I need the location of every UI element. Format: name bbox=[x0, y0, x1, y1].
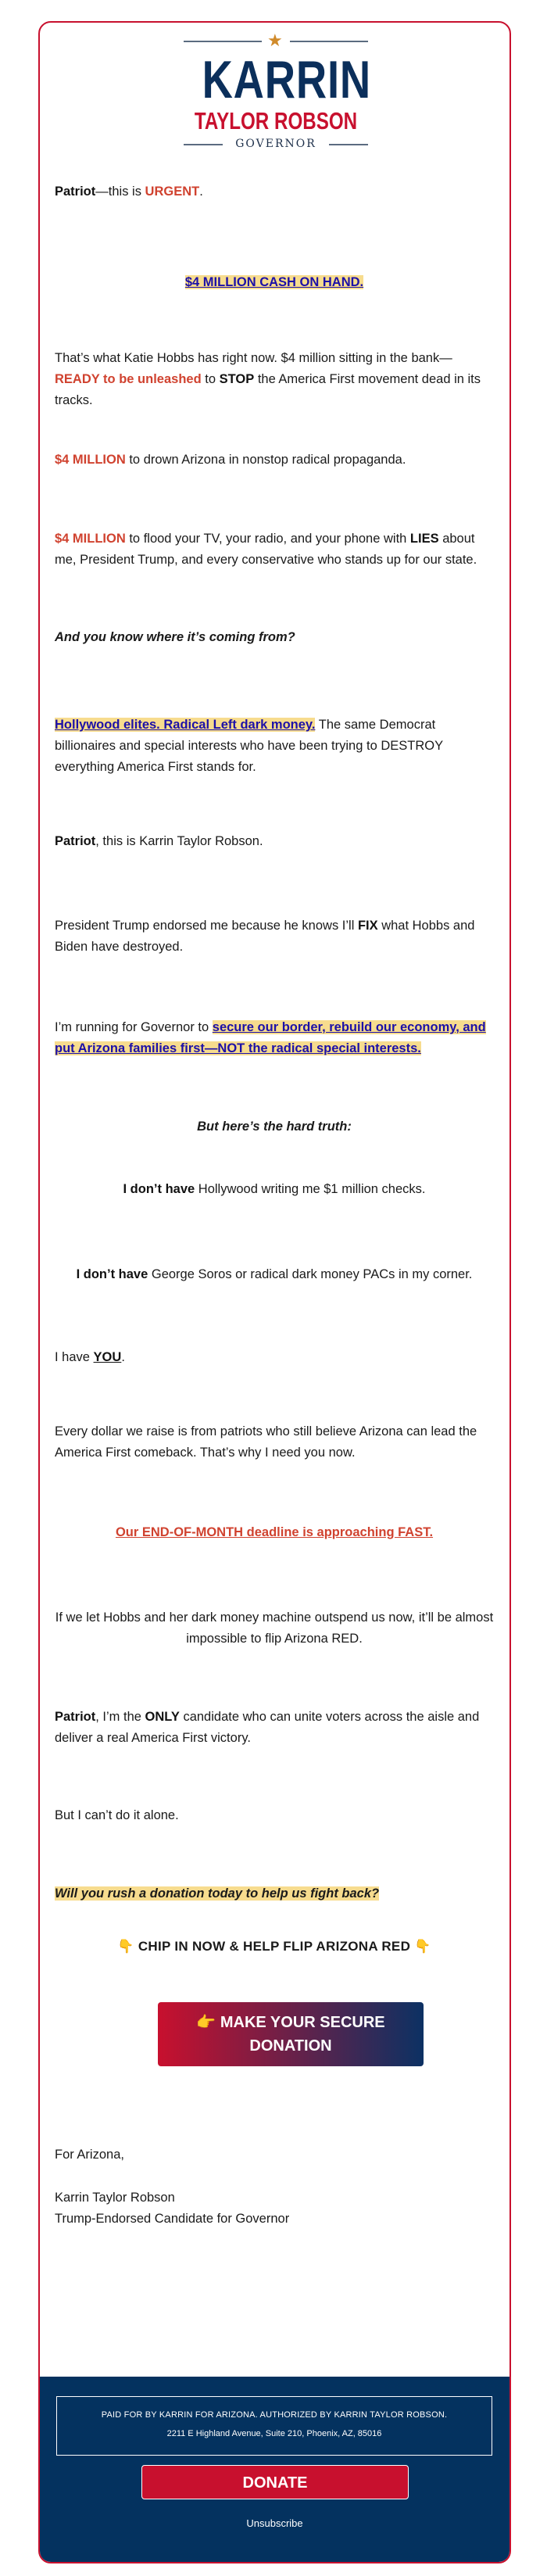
deadline-link[interactable]: Our END-OF-MONTH deadline is approaching FAST. bbox=[115, 1525, 434, 1539]
email-body bbox=[55, 181, 494, 2230]
paragraph-have-you: I have YOU. bbox=[55, 1350, 125, 1364]
logo-rule bbox=[184, 41, 262, 42]
logo-office: GOVERNOR bbox=[235, 138, 316, 150]
paragraph-only-candidate: Patriot, I’m the ONLY candidate who can unite voters across the aisle and deliver a real America First victory. bbox=[55, 1710, 480, 1745]
paragraph-drown: $4 MILLION to drown Arizona in nonstop radical propaganda. bbox=[55, 453, 406, 467]
platform-link[interactable]: secure our border, rebuild our economy, and put Arizona families first—NOT the radical special interests. bbox=[55, 1020, 486, 1055]
star-icon: ★ bbox=[267, 30, 283, 50]
paragraph-cash-on-hand bbox=[55, 272, 494, 293]
paid-for-text: PAID FOR BY KARRIN FOR ARIZONA. AUTHORIZED BY KARRIN TAYLOR ROBSON. bbox=[101, 2410, 448, 2420]
logo-last-name: TAYLOR ROBSON bbox=[194, 107, 358, 134]
paragraph-flood: $4 MILLION to flood your TV, your radio, and your phone with LIES about me, President Trump, and every conservative who stands up for our state. bbox=[55, 532, 477, 567]
paragraph-urgent: Patriot—this is URGENT. bbox=[55, 185, 203, 199]
signoff-closing: For Arizona, bbox=[55, 2148, 124, 2162]
donate-button[interactable]: DONATE bbox=[141, 2465, 409, 2499]
paragraph-no-soros: I don’t have George Soros or radical dark money PACs in my corner. bbox=[76, 1267, 473, 1281]
signoff-title: Trump-Endorsed Candidate for Governor bbox=[55, 2212, 290, 2226]
paragraph-every-dollar: Every dollar we raise is from patriots who still believe Arizona can lead the America First comeback. That’s why I need you now. bbox=[55, 1424, 477, 1460]
secure-donation-button[interactable]: 👉 MAKE YOUR SECURE DONATION bbox=[158, 2002, 424, 2066]
paragraph-endorsement: President Trump endorsed me because he knows I’ll FIX what Hobbs and Biden have destroyed. bbox=[55, 919, 475, 954]
paragraph-hobbs: That’s what Katie Hobbs has right now. $4 million sitting in the bank—READY to be unleashed to STOP the America First movement dead in its tracks. bbox=[55, 351, 481, 407]
paragraph-deadline bbox=[55, 1522, 494, 1543]
paragraph-hollywood: Hollywood elites. Radical Left dark money. The same Democrat billionaires and special interests who have been trying to DESTROY everything America First stands for. bbox=[55, 718, 443, 774]
pointing-down-icon: 👇 bbox=[414, 1939, 431, 1954]
paragraph-outspend: If we let Hobbs and her dark money machine outspend us now, it’ll be almost impossible to flip Arizona RED. bbox=[55, 1610, 494, 1646]
paragraph-hard-truth: But here’s the hard truth: bbox=[197, 1120, 352, 1134]
address-text: 2211 E Highland Avenue, Suite 210, Phoenix, AZ, 85016 bbox=[166, 2429, 382, 2438]
pointing-down-icon: 👇 bbox=[117, 1939, 134, 1954]
signoff-name: Karrin Taylor Robson bbox=[55, 2191, 175, 2205]
chip-in-heading: 👇 CHIP IN NOW & HELP FLIP ARIZONA RED 👇 bbox=[117, 1939, 431, 1954]
email-card bbox=[38, 21, 511, 2563]
disclaimer-box bbox=[56, 2396, 492, 2456]
hollywood-link[interactable]: Hollywood elites. Radical Left dark money. bbox=[55, 718, 316, 732]
footer bbox=[40, 2377, 509, 2562]
paragraph-running: I’m running for Governor to secure our border, rebuild our economy, and put Arizona families first—NOT the radical special interests. bbox=[55, 1020, 486, 1055]
paragraph-intro: Patriot, this is Karrin Taylor Robson. bbox=[55, 834, 263, 848]
unsubscribe-link[interactable]: Unsubscribe bbox=[246, 2517, 303, 2529]
campaign-logo bbox=[184, 30, 371, 154]
paragraph-no-hollywood: I don’t have Hollywood writing me $1 million checks. bbox=[123, 1182, 426, 1196]
cash-on-hand-link[interactable]: $4 MILLION CASH ON HAND. bbox=[184, 275, 364, 289]
logo-first-name: KARRIN bbox=[202, 50, 371, 109]
paragraph-alone: But I can’t do it alone. bbox=[55, 1808, 179, 1822]
paragraph-ask: Will you rush a donation today to help us fight back? bbox=[55, 1886, 380, 1901]
paragraph-question: And you know where it’s coming from? bbox=[55, 630, 295, 644]
pointing-right-icon: 👉 bbox=[196, 2014, 216, 2031]
logo-rule bbox=[290, 41, 368, 42]
